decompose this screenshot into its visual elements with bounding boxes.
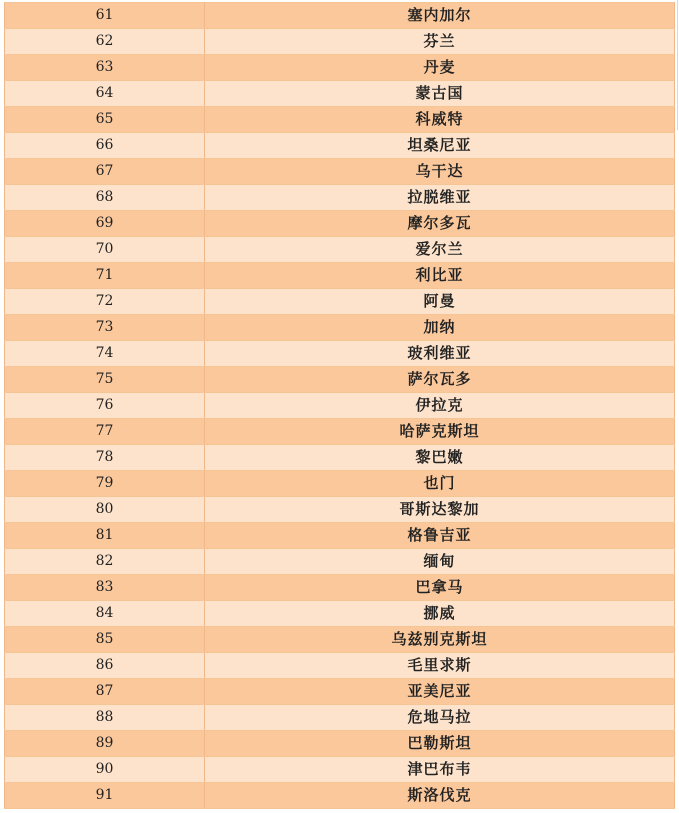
table-row <box>5 185 675 211</box>
country-name-cell: 阿曼 <box>205 289 675 315</box>
country-name-cell: 斯洛伐克 <box>205 783 675 809</box>
table-row <box>5 3 675 29</box>
table-row <box>5 289 675 315</box>
country-name-cell: 加纳 <box>205 315 675 341</box>
table-row <box>5 315 675 341</box>
country-name-cell: 乌干达 <box>205 159 675 185</box>
rank-number-cell: 66 <box>5 133 205 159</box>
rank-number-cell: 70 <box>5 237 205 263</box>
rank-number-cell: 69 <box>5 211 205 237</box>
table-row <box>5 445 675 471</box>
country-name-cell: 危地马拉 <box>205 705 675 731</box>
country-name-cell: 玻利维亚 <box>205 341 675 367</box>
table-row <box>5 757 675 783</box>
rank-number-cell: 61 <box>5 3 205 29</box>
table-row <box>5 81 675 107</box>
table-row <box>5 705 675 731</box>
table-row <box>5 575 675 601</box>
table-row <box>5 627 675 653</box>
country-name-cell: 摩尔多瓦 <box>205 211 675 237</box>
rank-number-cell: 82 <box>5 549 205 575</box>
rank-number-cell: 67 <box>5 159 205 185</box>
table-row <box>5 783 675 809</box>
country-name-cell: 芬兰 <box>205 29 675 55</box>
country-name-cell: 缅甸 <box>205 549 675 575</box>
table-row <box>5 263 675 289</box>
table-row <box>5 601 675 627</box>
country-name-cell: 丹麦 <box>205 55 675 81</box>
country-name-cell: 黎巴嫩 <box>205 445 675 471</box>
table-row <box>5 523 675 549</box>
rank-number-cell: 71 <box>5 263 205 289</box>
rank-number-cell: 75 <box>5 367 205 393</box>
rank-number-cell: 65 <box>5 107 205 133</box>
table-row <box>5 549 675 575</box>
rank-number-cell: 76 <box>5 393 205 419</box>
rank-number-cell: 91 <box>5 783 205 809</box>
rank-number-cell: 83 <box>5 575 205 601</box>
table-row <box>5 679 675 705</box>
table-row <box>5 341 675 367</box>
table-body <box>5 3 675 809</box>
table-row <box>5 55 675 81</box>
rank-number-cell: 89 <box>5 731 205 757</box>
table-row <box>5 159 675 185</box>
table-row <box>5 367 675 393</box>
country-name-cell: 拉脱维亚 <box>205 185 675 211</box>
table-row <box>5 497 675 523</box>
rank-number-cell: 77 <box>5 419 205 445</box>
country-name-cell: 塞内加尔 <box>205 3 675 29</box>
country-name-cell: 萨尔瓦多 <box>205 367 675 393</box>
rank-number-cell: 73 <box>5 315 205 341</box>
rank-number-cell: 79 <box>5 471 205 497</box>
country-name-cell: 坦桑尼亚 <box>205 133 675 159</box>
rank-number-cell: 72 <box>5 289 205 315</box>
country-rank-table <box>4 2 675 809</box>
country-name-cell: 格鲁吉亚 <box>205 523 675 549</box>
table-row <box>5 393 675 419</box>
country-name-cell: 也门 <box>205 471 675 497</box>
country-name-cell: 巴拿马 <box>205 575 675 601</box>
country-name-cell: 乌兹别克斯坦 <box>205 627 675 653</box>
country-name-cell: 爱尔兰 <box>205 237 675 263</box>
rank-number-cell: 86 <box>5 653 205 679</box>
country-name-cell: 津巴布韦 <box>205 757 675 783</box>
rank-number-cell: 90 <box>5 757 205 783</box>
country-name-cell: 利比亚 <box>205 263 675 289</box>
table-row <box>5 237 675 263</box>
rank-number-cell: 64 <box>5 81 205 107</box>
page-edge-divider <box>677 0 678 130</box>
table-row <box>5 731 675 757</box>
rank-number-cell: 62 <box>5 29 205 55</box>
country-name-cell: 亚美尼亚 <box>205 679 675 705</box>
rank-number-cell: 81 <box>5 523 205 549</box>
table-row <box>5 29 675 55</box>
rank-number-cell: 68 <box>5 185 205 211</box>
table-row <box>5 107 675 133</box>
rank-number-cell: 87 <box>5 679 205 705</box>
table-row <box>5 211 675 237</box>
country-name-cell: 毛里求斯 <box>205 653 675 679</box>
country-name-cell: 哈萨克斯坦 <box>205 419 675 445</box>
country-name-cell: 巴勒斯坦 <box>205 731 675 757</box>
rank-number-cell: 78 <box>5 445 205 471</box>
country-name-cell: 哥斯达黎加 <box>205 497 675 523</box>
country-name-cell: 伊拉克 <box>205 393 675 419</box>
table-row <box>5 653 675 679</box>
rank-number-cell: 85 <box>5 627 205 653</box>
rank-number-cell: 88 <box>5 705 205 731</box>
rank-number-cell: 80 <box>5 497 205 523</box>
rank-number-cell: 63 <box>5 55 205 81</box>
table-row <box>5 133 675 159</box>
country-name-cell: 蒙古国 <box>205 81 675 107</box>
country-name-cell: 挪威 <box>205 601 675 627</box>
country-name-cell: 科威特 <box>205 107 675 133</box>
rank-number-cell: 84 <box>5 601 205 627</box>
table-row <box>5 419 675 445</box>
table-row <box>5 471 675 497</box>
rank-number-cell: 74 <box>5 341 205 367</box>
